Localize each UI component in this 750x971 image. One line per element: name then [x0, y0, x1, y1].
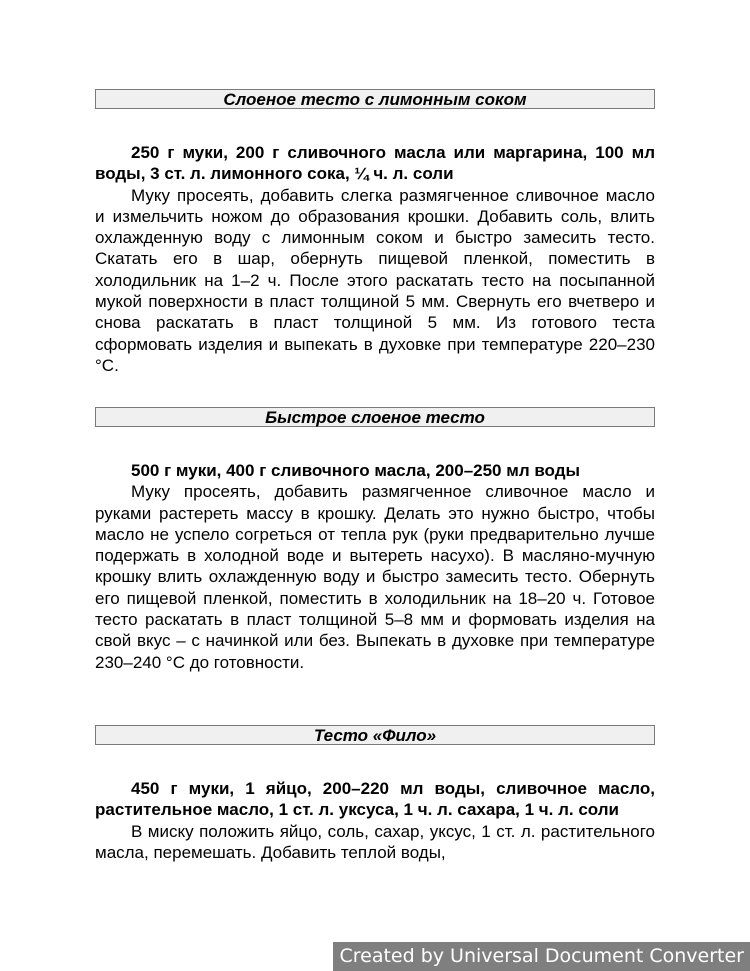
recipe-method: В миску положить яйцо, соль, сахар, уксус, 1 ст. л. растительного масла, перемешать. Добавить теплой воды,: [95, 821, 655, 862]
recipe-title: Быстрое слоеное тесто: [95, 407, 655, 427]
recipe-method: Муку просеять, добавить слегка размягченное сливочное масло и измельчить ножом до образования крошки. Добавить соль, влить охлажденную воду с лимонным соком и быстро замесить тесто. Скатать его в шар, обернуть пищевой пленкой, поместить в холодильник на 1–2 ч. После этого раскатать тесто на посыпанной мукой поверхности в пласт толщиной 5 мм. Свернуть его вчетверо и снова раскатать в пласт толщиной 5 мм. Из готового теста сформовать изделия и выпекать в духовке при температуре 220–230 °С.: [95, 185, 655, 375]
recipe-title: Тесто «Фило»: [95, 725, 655, 745]
recipe-section: [95, 407, 655, 673]
recipe-title: Слоеное тесто с лимонным соком: [95, 89, 655, 109]
recipe-method: Муку просеять, добавить размягченное сливочное масло и руками растереть массу в крошку. Делать это нужно быстро, чтобы масло не успело согреться от тепла рук (руки предварительно лучше подержать в холодной воде и вытереть насухо). В масляно-мучную крошку влить охлажденную воду и быстро замесить тесто. Обернуть его пищевой пленкой, поместить в холодильник на 18–20 ч. Готовое тесто раскатать в пласт толщиной 5–8 мм и формовать изделия на свой вкус – с начинкой или без. Выпекать в духовке при температуре 230–240 °С до готовности.: [95, 482, 655, 672]
recipe-section: [95, 725, 655, 863]
recipe-section: [95, 89, 655, 376]
recipe-ingredients: 450 г муки, 1 яйцо, 200–220 мл воды, сливочное масло, растительное масло, 1 ст. л. уксуса, 1 ч. л. сахара, 1 ч. л. соли: [95, 779, 655, 820]
recipe-ingredients: 250 г муки, 200 г сливочного масла или маргарина, 100 мл воды, 3 ст. л. лимонного сока, ¼ ч. л. соли: [95, 143, 655, 184]
recipe-ingredients: 500 г муки, 400 г сливочного масла, 200–250 мл воды: [131, 461, 581, 480]
converter-watermark: Created by Universal Document Converter: [333, 942, 750, 971]
